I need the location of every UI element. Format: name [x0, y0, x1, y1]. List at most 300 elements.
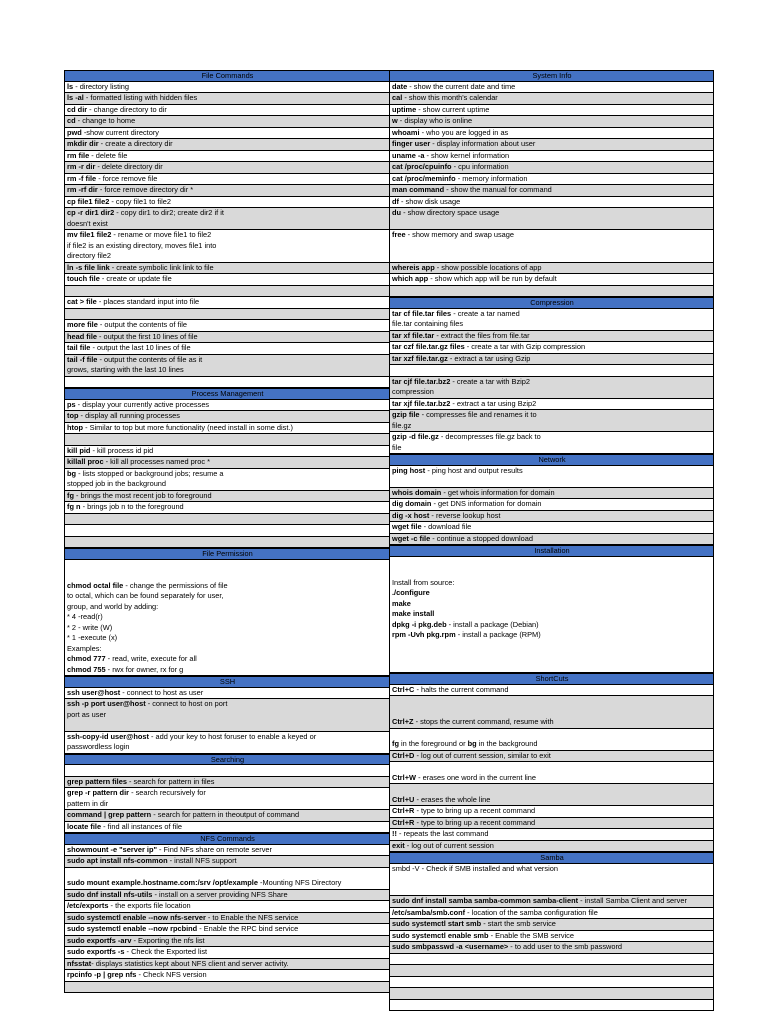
- description-text: - Enable the SMB service: [488, 930, 574, 940]
- cell-line: [67, 970, 388, 981]
- cell-line: [67, 677, 388, 688]
- table-row: [389, 977, 714, 989]
- command-text: rpcinfo -p | grep nfs: [67, 970, 137, 979]
- command-text: du: [392, 208, 402, 217]
- description-text: - places standard input into file: [96, 297, 200, 306]
- description-text: file.tar containing files: [392, 319, 464, 328]
- table-row: [389, 931, 714, 943]
- cell-line: [392, 795, 712, 806]
- command-text: rpm -Uvh pkg.rpm: [392, 630, 456, 639]
- cell-line: [392, 806, 712, 817]
- cell-line: [392, 331, 712, 342]
- section-title: File Commands: [201, 71, 254, 80]
- description-text: - show possible locations of app: [434, 262, 542, 272]
- cell-line: [67, 162, 388, 173]
- command-text: wget -c file: [392, 533, 431, 543]
- section-header: [64, 548, 389, 560]
- cell-line: [67, 263, 388, 274]
- command-text: ssh-copy-id user@host: [67, 731, 149, 741]
- cell-line: [67, 469, 388, 480]
- cell-line: [392, 599, 712, 610]
- description-text: - start the smb service: [481, 919, 556, 928]
- command-text: Ctrl+R: [392, 817, 415, 827]
- description-text: * 1 -execute (x): [67, 633, 118, 642]
- table-row: [64, 890, 389, 902]
- description-text: - lists stopped or background jobs; resume a: [76, 468, 224, 478]
- command-text: nfsstat: [67, 958, 92, 968]
- command-text: cd: [67, 116, 76, 125]
- cell-line: [392, 685, 712, 696]
- cell-line: [392, 662, 712, 673]
- cell-line: [392, 185, 712, 196]
- command-text: mv file1 file2: [67, 230, 112, 239]
- description-text: - type to bring up a recent command: [414, 817, 536, 827]
- description-text: - install on a server providing NFS Share: [152, 889, 288, 899]
- description-text: - output the first 10 lines of file: [96, 331, 198, 341]
- command-text: rm -rf dir: [67, 185, 98, 194]
- table-row: [389, 557, 714, 674]
- table-row: [389, 365, 714, 377]
- description-text: - brings the most recent job to foreground: [73, 490, 212, 500]
- table-row: [64, 286, 389, 298]
- cell-line: [392, 105, 712, 116]
- cell-line: [67, 389, 388, 400]
- table-row: [64, 901, 389, 913]
- cell-line: [392, 139, 712, 150]
- table-row: [389, 784, 714, 806]
- description-text: - type to bring up a recent command: [414, 806, 536, 815]
- table-row: [64, 502, 389, 514]
- section-header: [64, 833, 389, 845]
- table-row: [389, 818, 714, 830]
- description-text: in the foreground or: [398, 739, 468, 748]
- cell-line: [392, 443, 712, 454]
- description-text: - memory information: [455, 173, 528, 183]
- description-text: if file2 is an existing directory, moves file1 into: [67, 240, 217, 250]
- cell-line: [392, 729, 712, 740]
- command-text: whoami: [392, 127, 420, 137]
- cell-line: [67, 355, 388, 366]
- cell-line: [67, 936, 388, 947]
- command-text: exit: [392, 840, 405, 850]
- cell-line: [392, 546, 712, 557]
- cell-line: [392, 965, 712, 976]
- description-text: - copy file1 to file2: [109, 196, 171, 206]
- table-row: [389, 342, 714, 354]
- cell-line: [67, 710, 388, 721]
- description-text: - force remove directory dir *: [97, 185, 194, 194]
- command-text: ps: [67, 399, 76, 409]
- table-row: [64, 355, 389, 377]
- command-text: gzip file: [392, 410, 420, 419]
- table-row: [64, 297, 389, 309]
- table-row: [64, 128, 389, 140]
- table-row: [64, 936, 389, 948]
- table-row: [389, 354, 714, 366]
- table-row: [64, 822, 389, 834]
- command-text: bg: [67, 468, 77, 478]
- description-text: - Check the Exported list: [124, 947, 208, 956]
- cell-line: [392, 588, 712, 599]
- cell-line: [67, 799, 388, 810]
- cell-line: [67, 720, 388, 731]
- description-text: - show current uptime: [416, 104, 490, 114]
- description-text: - show directory space usage: [401, 208, 500, 217]
- table-row: [389, 522, 714, 534]
- cell-line: [67, 514, 388, 525]
- cell-line: [67, 525, 388, 536]
- cell-line: [67, 274, 388, 285]
- description-text: - Exporting the nfs list: [131, 935, 205, 945]
- cell-line: [67, 623, 388, 634]
- cell-line: [392, 818, 712, 829]
- command-text: whereis app: [392, 262, 435, 272]
- command-text: sudo dnf install nfs-utils: [67, 889, 153, 899]
- command-text: /etc/samba/smb.conf: [392, 907, 466, 917]
- table-row: [389, 1000, 714, 1012]
- cell-line: [67, 890, 388, 901]
- cell-line: [67, 581, 388, 592]
- cell-line: [67, 208, 388, 219]
- description-text: - create a tar named: [451, 308, 520, 318]
- cell-line: [392, 151, 712, 162]
- cell-line: [67, 822, 388, 833]
- cell-line: [67, 423, 388, 434]
- description-text: - install a package (Debian): [446, 619, 539, 629]
- description-text: group, and world by adding:: [67, 601, 159, 611]
- command-text: command | grep pattern: [67, 810, 152, 819]
- table-row: [64, 514, 389, 526]
- command-text: sudo smbpasswd -a <username>: [392, 942, 509, 951]
- description-text: passwordless login: [67, 742, 130, 751]
- table-row: [389, 185, 714, 197]
- description-text: - create a directory dir: [98, 139, 173, 148]
- description-text: * 2 - write (W): [67, 622, 113, 632]
- table-row: [389, 82, 714, 94]
- command-text: more file: [67, 320, 98, 329]
- cell-line: [67, 913, 388, 924]
- table-row: [389, 432, 714, 454]
- command-text: tail file: [67, 343, 91, 352]
- description-text: -Mounting NFS Directory: [257, 878, 342, 887]
- description-text: - display who is online: [397, 116, 473, 125]
- table-row: [389, 151, 714, 163]
- command-text: pwd: [67, 127, 82, 137]
- table-row: [64, 434, 389, 446]
- section-title: ShortCuts: [535, 674, 569, 683]
- description-text: - get whois information for domain: [441, 487, 555, 497]
- description-text: - add your key to host foruser to enable a keyed or: [148, 731, 317, 741]
- description-text: - formatted listing with hidden files: [83, 93, 198, 102]
- table-row: [64, 688, 389, 700]
- command-text: fg: [392, 739, 399, 748]
- cell-line: [67, 151, 388, 162]
- table-row: [389, 762, 714, 784]
- table-row: [389, 466, 714, 488]
- command-text: touch file: [67, 274, 100, 283]
- cell-line: [392, 784, 712, 795]
- description-text: - force remove file: [96, 173, 158, 183]
- description-text: - extract the files from file.tar: [434, 330, 530, 340]
- command-text: w: [392, 116, 398, 125]
- table-row: [389, 377, 714, 399]
- cell-line: [67, 286, 388, 297]
- description-text: - connect to host on port: [145, 699, 228, 708]
- description-text: to octal, which can be found separately for user,: [67, 591, 224, 600]
- description-text: - read, write, execute for all: [105, 654, 197, 663]
- command-text: tar xf file.tar: [392, 330, 435, 340]
- section-header: [389, 673, 714, 685]
- table-row: [64, 82, 389, 94]
- cell-line: [392, 197, 712, 208]
- cell-line: [392, 466, 712, 477]
- command-text: /etc/exports: [67, 901, 109, 910]
- cell-line: [392, 410, 712, 421]
- description-text: - delete directory dir: [95, 162, 163, 171]
- table-row: [64, 924, 389, 936]
- cell-line: [67, 644, 388, 655]
- description-text: - extract a tar using Gzip: [447, 353, 531, 363]
- table-row: [64, 845, 389, 857]
- description-text: smbd -V - Check if SMB installed and what version: [392, 863, 558, 873]
- cell-line: [392, 717, 712, 728]
- command-text: cp -r dir1 dir2: [67, 208, 115, 217]
- cell-line: [392, 230, 712, 241]
- description-text: in the background: [476, 739, 538, 748]
- command-text: Ctrl+R: [392, 806, 415, 815]
- table-row: [64, 230, 389, 263]
- cell-line: [392, 488, 712, 499]
- description-text: - erases one word in the current line: [416, 772, 536, 782]
- command-text: finger user: [392, 139, 431, 148]
- description-text: - install NFS support: [167, 856, 237, 865]
- section-title: NFS Commands: [200, 834, 255, 843]
- description-text: - change directory to dir: [87, 104, 167, 114]
- cell-line: [392, 567, 712, 578]
- section-title: Installation: [534, 546, 570, 555]
- cell-line: [392, 219, 712, 230]
- cell-line: [392, 342, 712, 353]
- cell-line: [392, 739, 712, 750]
- command-text: df: [392, 196, 399, 206]
- description-text: - show which app will be run by default: [428, 274, 557, 283]
- table-row: [64, 446, 389, 458]
- cell-line: [392, 455, 712, 466]
- cell-line: [392, 954, 712, 965]
- table-row: [389, 751, 714, 763]
- cell-line: [392, 309, 712, 320]
- description-text: - output the contents of file as it: [97, 354, 203, 364]
- cell-line: [67, 309, 388, 320]
- section-title: Searching: [210, 754, 245, 764]
- command-text: sudo systemctl enable smb: [392, 930, 489, 940]
- description-text: - install a package (RPM): [455, 630, 541, 639]
- section-title: Network: [538, 455, 566, 464]
- command-text: Ctrl+Z: [392, 717, 414, 726]
- cell-line: [67, 251, 388, 262]
- table-row: [64, 116, 389, 128]
- cell-line: [67, 777, 388, 788]
- table-row: [64, 208, 389, 230]
- command-text: tar czf file.tar.gz files: [392, 342, 465, 351]
- table-row: [389, 116, 714, 128]
- description-text: - change the permissions of file: [123, 580, 228, 590]
- table-row: [64, 765, 389, 777]
- table-row: [389, 534, 714, 546]
- description-text: - kill all processes named proc *: [103, 457, 210, 466]
- cell-line: [67, 479, 388, 490]
- table-row: [64, 151, 389, 163]
- cell-line: [392, 263, 712, 274]
- table-row: [64, 343, 389, 355]
- description-text: - show this month's calendar: [402, 93, 498, 102]
- cell-line: [392, 365, 712, 376]
- description-text: - display all running processes: [78, 411, 180, 420]
- command-text: locate file: [67, 821, 102, 831]
- cell-line: [67, 365, 388, 376]
- cell-line: [67, 665, 388, 676]
- description-text: - decompresses file.gz back to: [438, 432, 541, 441]
- section-header: [389, 454, 714, 466]
- cell-line: [67, 197, 388, 208]
- command-text: killall proc: [67, 457, 104, 466]
- description-text: - connect to host as user: [120, 687, 204, 697]
- cell-line: [67, 654, 388, 665]
- section-header: [389, 297, 714, 309]
- cell-line: [392, 274, 712, 285]
- cell-line: [392, 93, 712, 104]
- table-row: [64, 777, 389, 789]
- cell-line: [392, 377, 712, 388]
- cell-line: [67, 868, 388, 879]
- table-row: [64, 699, 389, 732]
- table-row: [64, 810, 389, 822]
- cell-line: [392, 534, 712, 545]
- command-text: sudo systemctl enable --now nfs-server: [67, 912, 206, 922]
- table-row: [389, 139, 714, 151]
- table-row: [64, 411, 389, 423]
- table-row: [64, 377, 389, 389]
- table-row: [389, 954, 714, 966]
- command-text: sudo mount example.hostname.com:/srv /opt/example: [67, 878, 258, 887]
- description-text: - show disk usage: [398, 196, 461, 206]
- table-row: [389, 965, 714, 977]
- cell-line: [67, 434, 388, 445]
- description-text: - search for pattern in files: [126, 776, 215, 786]
- description-text: - location of the samba configuration file: [465, 907, 598, 917]
- cell-line: [392, 162, 712, 173]
- cell-line: [67, 491, 388, 502]
- cell-line: [67, 732, 388, 743]
- table-row: [389, 499, 714, 511]
- command-text: free: [392, 230, 406, 239]
- cell-line: [67, 742, 388, 753]
- command-text: date: [392, 81, 408, 91]
- cell-line: [392, 1000, 712, 1011]
- command-text: make install: [392, 609, 435, 618]
- description-text: file.gz: [392, 420, 412, 430]
- command-text: rm -r dir: [67, 162, 96, 171]
- section-title: Samba: [540, 853, 564, 862]
- table-row: [389, 919, 714, 931]
- description-text: grows, starting with the last 10 lines: [67, 365, 184, 374]
- description-text: - continue a stopped download: [430, 533, 533, 543]
- command-text: ./configure: [392, 588, 430, 597]
- cell-line: [67, 959, 388, 970]
- table-row: [64, 982, 389, 994]
- description-text: doesn't exist: [67, 218, 108, 228]
- cell-line: [392, 174, 712, 185]
- cell-line: [67, 446, 388, 457]
- description-text: -show current directory: [81, 127, 159, 137]
- cell-line: [392, 432, 712, 443]
- cell-line: [392, 977, 712, 988]
- table-row: [389, 685, 714, 697]
- command-text: uptime: [392, 104, 417, 114]
- table-row: [389, 128, 714, 140]
- table-row: [64, 732, 389, 754]
- table-row: [389, 908, 714, 920]
- cell-line: [67, 810, 388, 821]
- description-text: - create symbolic link link to file: [109, 262, 214, 272]
- section-header: [64, 754, 389, 766]
- cell-line: [392, 82, 712, 93]
- description-text: pattern in dir: [67, 798, 109, 808]
- cell-line: [392, 773, 712, 784]
- table-row: [64, 469, 389, 491]
- cell-line: [67, 591, 388, 602]
- cell-line: [67, 765, 388, 776]
- description-text: - Find NFs share on remote server: [156, 844, 272, 854]
- description-text: - create a tar with Bzip2: [450, 376, 531, 386]
- table-row: [389, 230, 714, 263]
- command-text: tar xjf file.tar.bz2: [392, 398, 451, 408]
- table-row: [389, 174, 714, 186]
- command-text: sudo apt install nfs-common: [67, 856, 168, 865]
- section-title: System Info: [532, 71, 572, 80]
- description-text: - search for pattern in theoutput of command: [151, 810, 300, 819]
- cell-line: [392, 829, 712, 840]
- cell-line: [67, 230, 388, 241]
- table-row: [64, 856, 389, 868]
- table-row: [64, 788, 389, 810]
- command-text: dig domain: [392, 499, 432, 508]
- table-row: [389, 896, 714, 908]
- command-text: Ctrl+D: [392, 750, 415, 760]
- command-text: ls: [67, 81, 74, 91]
- table-row: [64, 491, 389, 503]
- command-text: head file: [67, 331, 97, 341]
- description-text: - install Samba Client and server: [578, 896, 687, 905]
- description-text: file: [392, 442, 402, 452]
- description-text: - stops the current command, resume with: [413, 717, 554, 726]
- description-text: - log out of current session: [404, 840, 494, 850]
- command-text: ln -s file link: [67, 262, 110, 272]
- cell-line: [392, 241, 712, 252]
- table-row: [64, 560, 389, 677]
- description-text: - display information about user: [430, 139, 536, 148]
- cell-line: [67, 93, 388, 104]
- cell-line: [67, 612, 388, 623]
- cell-line: [67, 602, 388, 613]
- cell-line: [67, 400, 388, 411]
- description-text: - display your currently active processes: [75, 399, 210, 409]
- cell-line: [67, 332, 388, 343]
- table-row: [389, 286, 714, 298]
- table-row: [389, 197, 714, 209]
- command-text: sudo dnf install samba samba-common samba-client: [392, 896, 579, 905]
- section-header: [389, 545, 714, 557]
